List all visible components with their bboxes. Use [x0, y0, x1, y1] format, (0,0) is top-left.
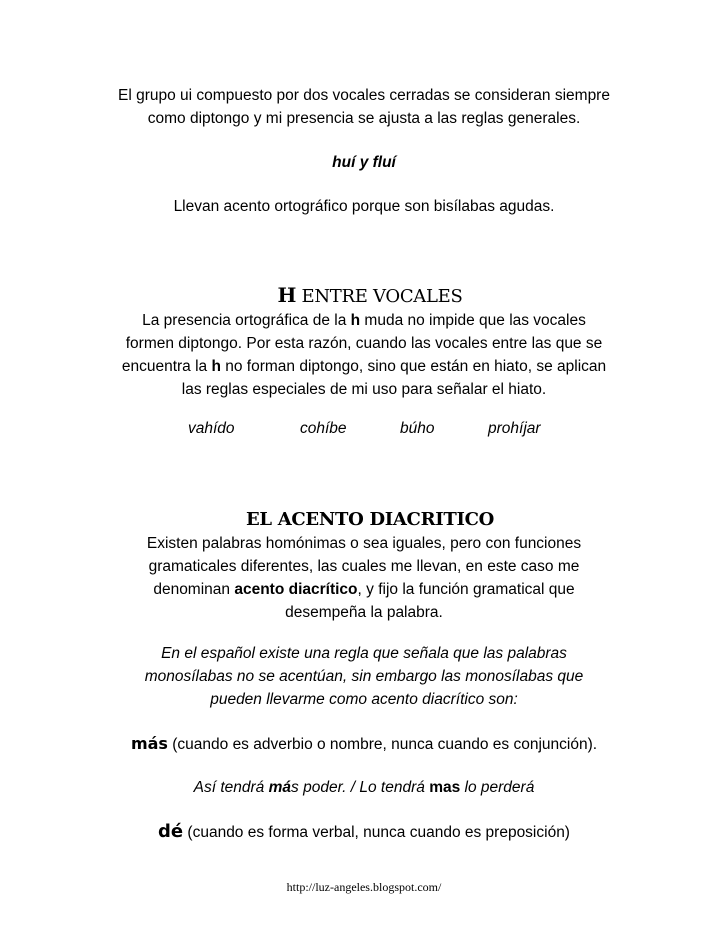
mas-description: (cuando es adverbio o nombre, nunca cuando es conjunción).	[167, 736, 598, 753]
mas-word: más	[130, 734, 168, 753]
example-word: búho	[400, 420, 435, 437]
diacritic-line-4: desempeña la palabra.	[285, 604, 443, 621]
h-line-4: las reglas especiales de mi uso para señalar el hiato.	[181, 381, 547, 398]
intro-example: huí y fluí	[332, 154, 396, 171]
heading-text: ENTRE VOCALES	[296, 286, 463, 307]
example-word: cohíbe	[300, 420, 347, 437]
h-line-3	[0, 355, 728, 378]
diacritic-line-3	[0, 578, 728, 601]
intro-line-2: como diptongo y mi presencia se ajusta a las reglas generales.	[147, 110, 581, 127]
diacritic-line-2: gramaticales diferentes, las cuales me llevan, en este caso me	[148, 558, 580, 575]
section-heading-acento-diacritico: EL ACENTO DIACRITICO	[246, 509, 494, 530]
intro-paragraph	[0, 84, 728, 130]
rule-line-2: monosílabas no se acentúan, sin embargo las monosílabas que	[144, 668, 584, 685]
text-span: denominan	[153, 581, 235, 598]
diacritic-paragraph	[0, 532, 728, 624]
section-heading-h-entre-vocales	[0, 283, 728, 307]
de-line	[0, 820, 728, 844]
text-span: encuentra la	[121, 358, 212, 375]
intro-note: Llevan acento ortográfico porque son bisílabas agudas.	[173, 198, 555, 215]
text-span: lo perderá	[460, 779, 535, 796]
text-span: no forman diptongo, sino que están en hiato, se aplican	[220, 358, 607, 375]
mas-example	[0, 776, 728, 799]
text-span: muda no impide que las vocales	[360, 312, 586, 329]
bold-term: acento diacrítico	[234, 581, 358, 598]
h-line-1	[0, 309, 728, 332]
h-section-paragraph	[0, 309, 728, 401]
footer-url: http://luz-angeles.blogspot.com/	[286, 880, 442, 894]
de-word: dé	[158, 821, 184, 842]
diacritic-line-1: Existen palabras homónimas o sea iguales, pero con funciones	[146, 535, 582, 552]
text-span: , y fijo la función gramatical que	[357, 581, 575, 598]
bold-h: h	[350, 312, 361, 329]
text-span: La presencia ortográfica de la	[142, 312, 351, 329]
h-line-2: formen diptongo. Por esta razón, cuando las vocales entre las que se	[125, 335, 603, 352]
text-span: s poder. / Lo tendrá	[291, 779, 430, 796]
intro-line-1: El grupo ui compuesto por dos vocales cerradas se consideran siempre	[118, 87, 610, 104]
rule-paragraph	[0, 642, 728, 711]
heading-letter: H	[277, 283, 297, 307]
de-description: (cuando es forma verbal, nunca cuando es preposición)	[183, 824, 570, 841]
bold-span: mas	[429, 779, 461, 796]
text-span: Así tendrá	[193, 779, 269, 796]
mas-line	[0, 732, 728, 756]
example-word: prohíjar	[488, 420, 541, 437]
bold-span: má	[268, 779, 292, 796]
bold-h: h	[211, 358, 221, 375]
rule-line-1: En el español existe una regla que señala que las palabras	[161, 645, 567, 662]
example-word: vahído	[188, 420, 235, 437]
rule-line-3: pueden llevarme como acento diacrítico son:	[210, 691, 518, 708]
